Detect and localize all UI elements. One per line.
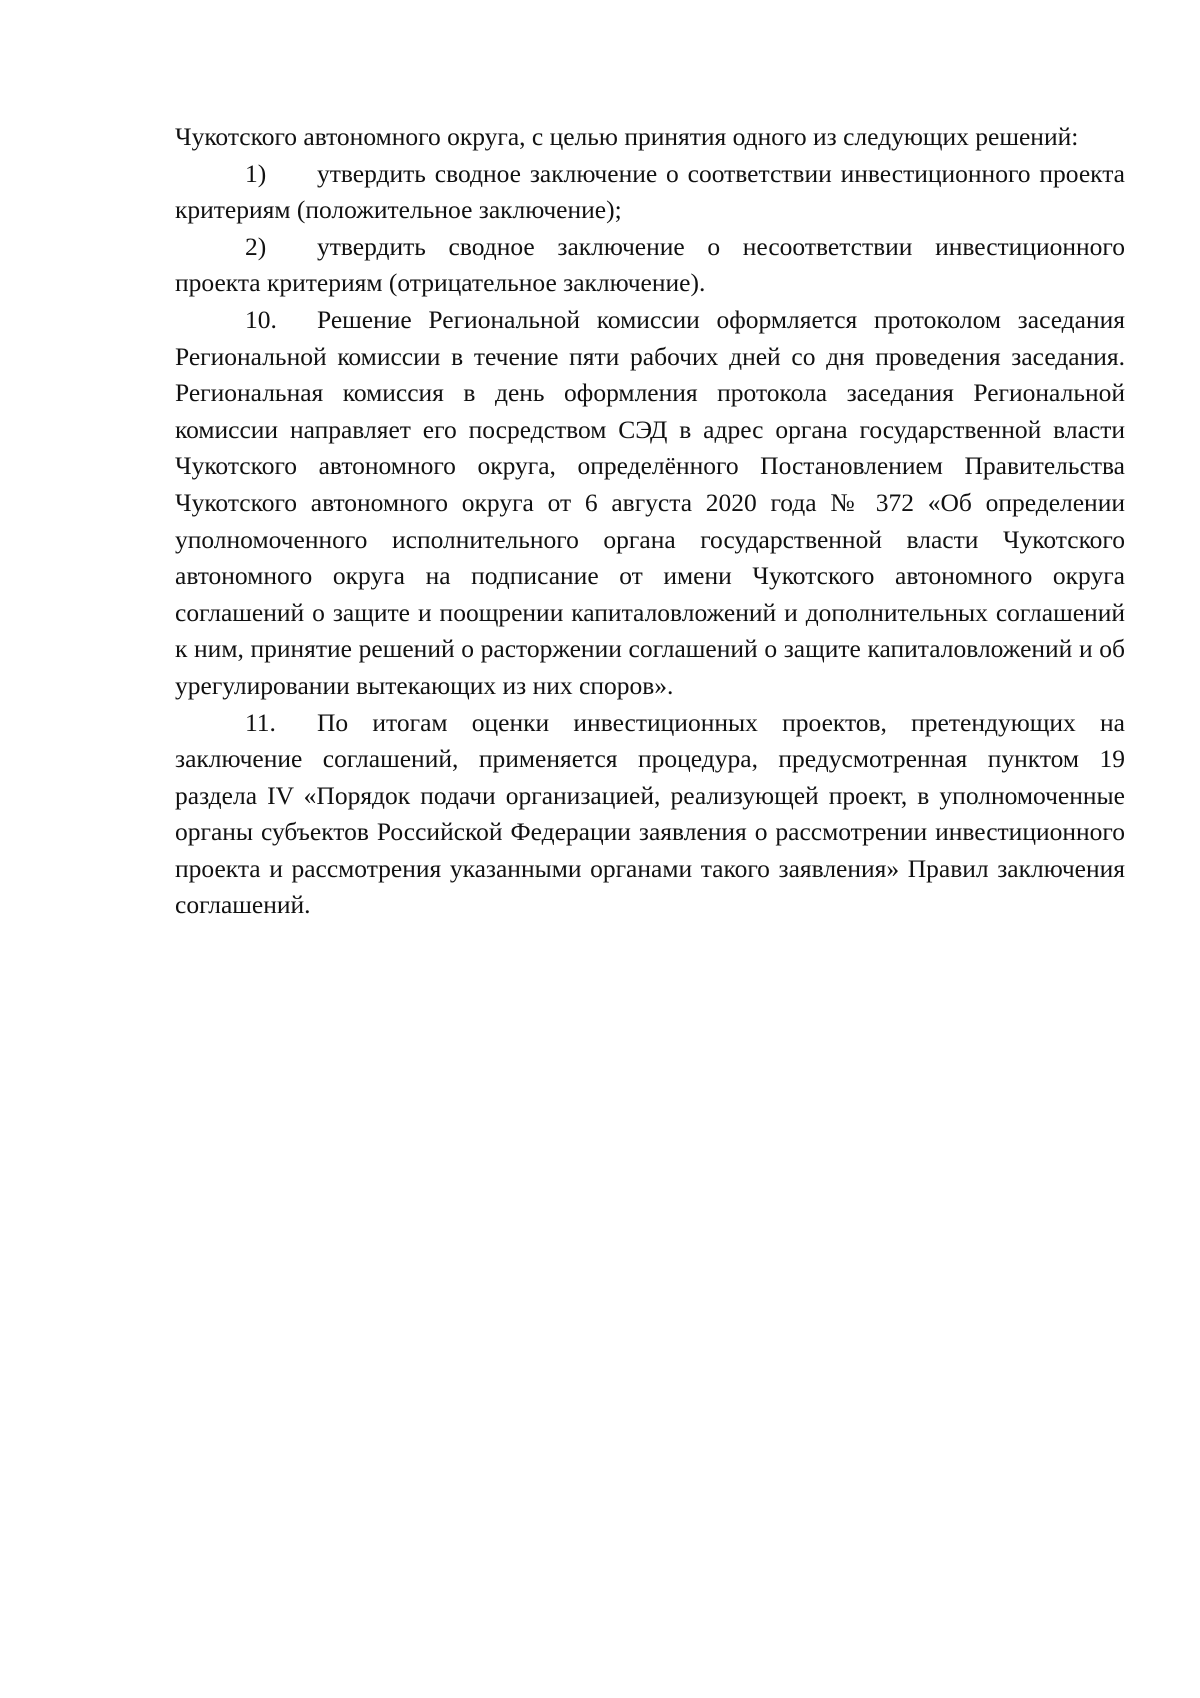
clause-text: Решение Региональной комиссии оформляется протоколом заседания Региональной комиссии в течение пяти рабочих дней со дня проведения заседания. Региональная комиссия в день оформления протокола заседания Региональной комиссии направляет его посредством СЭД в адрес органа государственной власти Чукотского автономного округа, определённого Постановлением Правительства Чукотского автономного округа от 6 августа 2020 года № 372 «Об определении уполномоченного исполнительного органа государственной власти Чукотского автономного округа на подписание от имени Чукотского автономного округа соглашений о защите и поощрении капиталовложений и дополнительных соглашений к ним, принятие решений о расторжении соглашений о защите капиталовложений и об урегулировании вытекающих из них споров». xyxy=(175,304,1125,700)
list-item-number: 2) xyxy=(245,231,267,261)
list-item-number: 1) xyxy=(245,158,267,188)
clause-11 xyxy=(175,705,1125,925)
list-item-2 xyxy=(175,229,1125,302)
paragraph-continuation xyxy=(175,119,1125,156)
clause-text: По итогам оценки инвестиционных проектов, претендующих на заключение соглашений, применяется процедура, предусмотренная пунктом 19 раздела IV «Порядок подачи организацией, реализующей проект, в уполномоченные органы субъектов Российской Федерации заявления о рассмотрении инвестиционного проекта и рассмотрения указанными органами такого заявления» Правил заключения соглашений. xyxy=(175,707,1125,920)
list-item-1 xyxy=(175,156,1125,229)
list-item-text: утвердить сводное заключение о несоответствии инвестиционного проекта критериям (отрицательное заключение). xyxy=(175,231,1125,298)
clause-number: 10. xyxy=(245,304,277,334)
clause-number: 11. xyxy=(245,707,276,737)
document-body xyxy=(175,119,1125,924)
paragraph-text: Чукотского автономного округа, с целью принятия одного из следующих решений: xyxy=(175,122,1079,151)
clause-10 xyxy=(175,302,1125,705)
list-item-text: утвердить сводное заключение о соответствии инвестиционного проекта критериям (положительное заключение); xyxy=(175,158,1125,225)
